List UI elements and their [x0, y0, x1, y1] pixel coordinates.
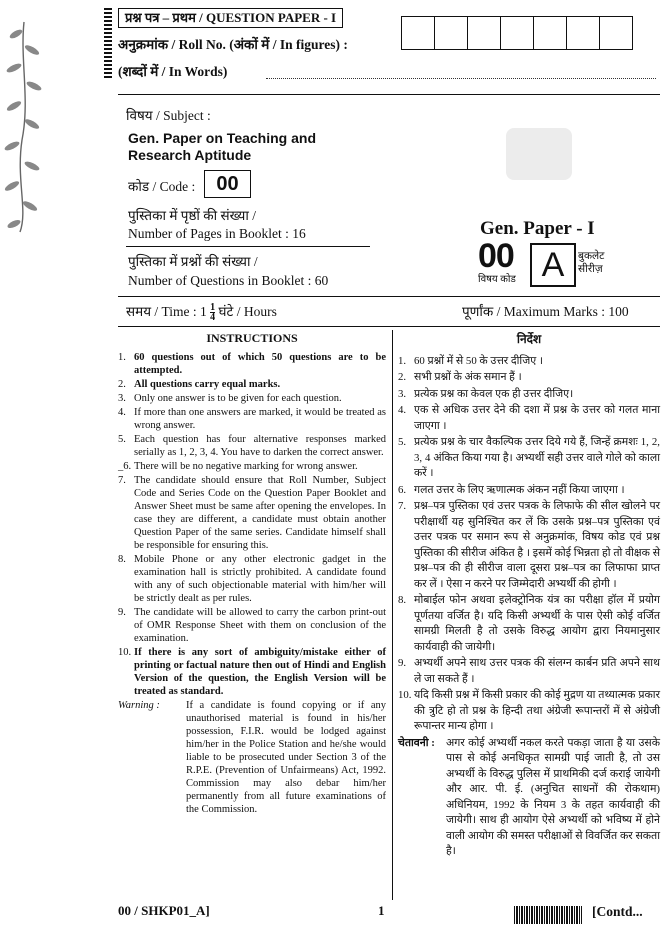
- roll-digit-box[interactable]: [467, 16, 501, 50]
- instruction-item: [398, 403, 660, 434]
- warning-text-hindi: अगर कोई अभ्यर्थी नकल करते पकड़ा जाता है या उसके पास से कोई अनधिकृत सामग्री पाई जाती है, तो उस अभ्यर्थी के विरुद्ध पुलिस में प्राथमिकी दर्ज कराई जायेगी और आर. पी. ई. (अनुचित साधनों की रोकथाम) अधिनियम, 1992 के नियम 3 के तहत कार्यवाही की जायेगी। साथ ही आयोग ऐसे अभ्यर्थी को भविष्य में होने वाली आयोग की समस्त परीक्षाओं से विवर्जित कर सकता है।: [446, 736, 660, 857]
- code-label: कोड / Code :: [128, 179, 196, 194]
- instruction-number: _6.: [118, 461, 132, 472]
- instruction-text: Mobile Phone or any other electronic gadget in the examination hall is strictly prohibited. A candidate found with any of such objectionable material with him/her will be strictly dealt as per rules.: [134, 554, 386, 604]
- instructions-hindi: [398, 332, 660, 860]
- roll-digit-box[interactable]: [434, 16, 468, 50]
- questions-count: Number of Questions in Booklet : 60: [128, 273, 329, 288]
- header-rule: [118, 94, 660, 95]
- instruction-text: प्रत्येक प्रश्न के चार वैकल्पिक उत्तर दिये गये हैं, जिन्हें क्रमशः 1, 2, 3, 4 अंकित किया गया है। अभ्यर्थी सही उत्तर वाले गोले को काला करें ।: [414, 436, 660, 479]
- instruction-item: [398, 688, 660, 735]
- instructions-english: [118, 332, 386, 816]
- instruction-text: Only one answer is to be given for each question.: [134, 393, 342, 404]
- subject-name: [128, 130, 348, 164]
- instruction-text: एक से अधिक उत्तर देने की दशा में प्रश्न के उत्तर को गलत माना जाएगा ।: [414, 404, 660, 432]
- question-paper-title: प्रश्न पत्र – प्रथम / QUESTION PAPER - I: [118, 8, 343, 28]
- instruction-number: 5.: [398, 436, 407, 448]
- booklet-footer-code: 00 / SHKP01_A]: [118, 903, 210, 918]
- instruction-item: [398, 387, 660, 403]
- instruction-number: 8.: [118, 554, 126, 565]
- instruction-number: 4.: [118, 407, 126, 418]
- booklet-series-label: [578, 250, 604, 276]
- instruction-item: [398, 370, 660, 386]
- instruction-number: 9.: [118, 607, 126, 618]
- time-fraction-denominator: 4: [210, 312, 216, 324]
- instruction-text: प्रश्न–पत्र पुस्तिका एवं उत्तर पत्रक के लिफाफे की सील खोलने पर परीक्षार्थी यह सुनिश्चित कर लें कि उसके प्रश्न–पत्र पुस्तिका एवं उत्तर पत्रक पर समान रूप से अनुक्रमांक, विषय कोड एवं प्रश्न पुस्तिका की सीरीज अंकित है । इसमें कोई भिन्नता हो तो वीक्षक से प्रश्न–पत्र की ही सीरीज वाला दूसरा प्रश्न–पत्र का लिफाफा प्राप्त कर लें । ऐसा न करने पर जिम्मेदारी अभ्यर्थी की होगी ।: [414, 500, 660, 590]
- instructions-english-list: [118, 351, 386, 698]
- pages-count: Number of Pages in Booklet : 16: [128, 226, 306, 241]
- instruction-number: 10.: [398, 689, 412, 701]
- pages-label-hindi: पुस्तिका में पृष्ठों की संख्या /: [128, 208, 257, 223]
- instruction-item: [398, 483, 660, 499]
- instruction-number: 2.: [118, 379, 126, 390]
- decorative-vine-icon: [2, 20, 46, 235]
- instructions-hindi-list: [398, 354, 660, 735]
- instruction-item: [118, 553, 386, 605]
- subject-name-line-2: Research Aptitude: [128, 147, 252, 163]
- instruction-number: 1.: [398, 354, 407, 367]
- instruction-text: सभी प्रश्नों के अंक समान हैं ।: [414, 371, 522, 383]
- roll-digit-box[interactable]: [533, 16, 567, 50]
- instruction-item: [398, 435, 660, 482]
- barcode-left-icon: [104, 8, 112, 78]
- instruction-text: गलत उत्तर के लिए ऋणात्मक अंकन नहीं किया जाएगा ।: [414, 483, 625, 496]
- roll-digit-box[interactable]: [500, 16, 534, 50]
- instruction-item: [398, 499, 660, 592]
- roll-in-words-line[interactable]: [266, 78, 656, 79]
- subject-name-line-1: Gen. Paper on Teaching and: [128, 130, 316, 146]
- instructions-title-hindi: निर्देश: [516, 332, 542, 346]
- roll-digit-box[interactable]: [599, 16, 633, 50]
- page-number: 1: [378, 903, 385, 918]
- time-top-rule: [118, 296, 660, 297]
- warning-english: [118, 699, 386, 816]
- subject-code-large: 00: [478, 237, 514, 275]
- instruction-item: [118, 646, 386, 698]
- instruction-item: [118, 433, 386, 459]
- faded-stamp-icon: [506, 128, 572, 180]
- instruction-text: If there is any sort of ambiguity/mistake either of printing or factual nature then out of Hindi and English Version of the question, the English Version will be treated as standard.: [134, 647, 386, 697]
- subject-label: विषय / Subject :: [126, 108, 211, 123]
- paper-title: Gen. Paper - I: [480, 218, 595, 239]
- instruction-item: [118, 392, 386, 405]
- instruction-number: 3.: [118, 393, 126, 404]
- instruction-text: अभ्यर्थी अपने साथ उत्तर पत्रक की संलग्न कार्बन प्रति अपने साथ ले जा सकते हैं ।: [414, 657, 660, 685]
- roll-digit-box[interactable]: [401, 16, 435, 50]
- instruction-number: 9.: [398, 657, 407, 669]
- instruction-text: If more than one answers are marked, it would be treated as wrong answer.: [134, 407, 386, 431]
- column-divider: [392, 330, 393, 900]
- instruction-item: [118, 406, 386, 432]
- instruction-number: 4.: [398, 404, 407, 416]
- time-bottom-rule: [118, 326, 660, 327]
- booklet-series-label-2: सीरीज़: [578, 264, 603, 275]
- subject-code-box: 00: [204, 170, 251, 198]
- time-allowed: [126, 302, 277, 322]
- instruction-text: 60 प्रश्नों में से 50 के उत्तर दीजिए ।: [414, 354, 544, 367]
- time-unit: घंटे / Hours: [218, 304, 277, 319]
- time-fraction: [210, 303, 215, 322]
- maximum-marks: पूर्णांक / Maximum Marks : 100: [462, 304, 629, 319]
- warning-hindi: [398, 736, 660, 860]
- time-label: समय / Time : 1: [126, 304, 207, 319]
- instruction-item: [118, 378, 386, 391]
- warning-label: Warning :: [118, 700, 160, 711]
- roll-number-boxes[interactable]: [402, 16, 633, 50]
- instruction-item: [118, 351, 386, 377]
- instruction-item: [118, 474, 386, 552]
- continued-label: [Contd...: [592, 904, 643, 919]
- instruction-text: प्रत्येक प्रश्न का केवल एक ही उत्तर दीजिए।: [414, 387, 574, 400]
- booklet-series-label-1: बुकलेट: [578, 251, 605, 262]
- instruction-text: 60 questions out of which 50 questions are to be attempted.: [134, 352, 386, 376]
- booklet-series-box: A: [530, 243, 576, 287]
- questions-label-hindi: पुस्तिका में प्रश्नों की संख्या /: [128, 254, 258, 269]
- instruction-item: [398, 593, 660, 655]
- instruction-number: 7.: [118, 475, 126, 486]
- instruction-text: Each question has four alternative responses marked serially as 1, 2, 3, 4. You have to darken the correct answer.: [134, 434, 386, 458]
- instruction-item: [398, 656, 660, 687]
- instruction-item: [398, 354, 660, 370]
- instruction-number: 7.: [398, 500, 407, 512]
- instruction-number: 8.: [398, 594, 407, 606]
- time-fraction-numerator: 1: [210, 302, 216, 314]
- instruction-number: 1.: [118, 352, 126, 363]
- instruction-text: मोबाईल फोन अथवा इलेक्ट्रोनिक यंत्र का परीक्षा हॉल में प्रयोग पूर्णतया वर्जित है। यदि किसी अभ्यर्थी के पास ऐसी कोई वर्जित सामग्री मिलती है तो उसके विरुद्ध आयोग द्वारा नियमानुसार कार्यवाही की जायेगी।: [414, 594, 660, 653]
- instruction-text: The candidate will be allowed to carry the carbon print-out of OMR Response Sheet with them on conclusion of the examination.: [134, 607, 386, 644]
- barcode-right-icon: [514, 906, 582, 924]
- instruction-item: [118, 606, 386, 645]
- instruction-number: 10.: [118, 647, 132, 658]
- instruction-text: There will be no negative marking for wrong answer.: [134, 461, 358, 472]
- roll-number-label: अनुक्रमांक / Roll No. (अंकों में / In figures) :: [118, 37, 348, 52]
- instruction-number: 6.: [398, 483, 407, 496]
- warning-text: If a candidate is found copying or if any unauthorised material is found in his/her possession, F.I.R. would be lodged against him/her in the Police Station and he/she would liable to be prosecuted under Section 3 of the R.P.E. (Prevention of Unfairmeans) Act, 1992. Commission may also debar him/her permanently from all future examinations of the Commission.: [186, 700, 386, 815]
- instructions-title: INSTRUCTIONS: [206, 331, 298, 345]
- instruction-number: 3.: [398, 387, 407, 400]
- instruction-item: [118, 460, 386, 473]
- subject-code-label: विषय कोड: [478, 274, 516, 285]
- instruction-number: 2.: [398, 371, 407, 383]
- pages-rule: [126, 246, 370, 247]
- roll-in-words-label: (शब्दों में / In Words): [118, 64, 228, 79]
- warning-label-hindi: चेतावनी :: [398, 736, 435, 749]
- instruction-text: यदि किसी प्रश्न में किसी प्रकार की कोई मुद्रण या तथ्यात्मक प्रकार की त्रुटि हो तो प्रश्न के हिन्दी तथा अंग्रेजी रूपान्तरों में से अंग्रेजी रूपान्तर मान्य होगा ।: [414, 689, 660, 732]
- instruction-text: The candidate should ensure that Roll Number, Subject Code and Series Code on the Question Paper Booklet and Answer Sheet must be same after opening the envelopes. In case they are different, a candidate must obtain another Question Paper of the same series. Candidate himself shall be responsible for ensuring this.: [134, 475, 386, 551]
- instruction-text: All questions carry equal marks.: [134, 379, 281, 390]
- roll-digit-box[interactable]: [566, 16, 600, 50]
- instruction-number: 5.: [118, 434, 126, 445]
